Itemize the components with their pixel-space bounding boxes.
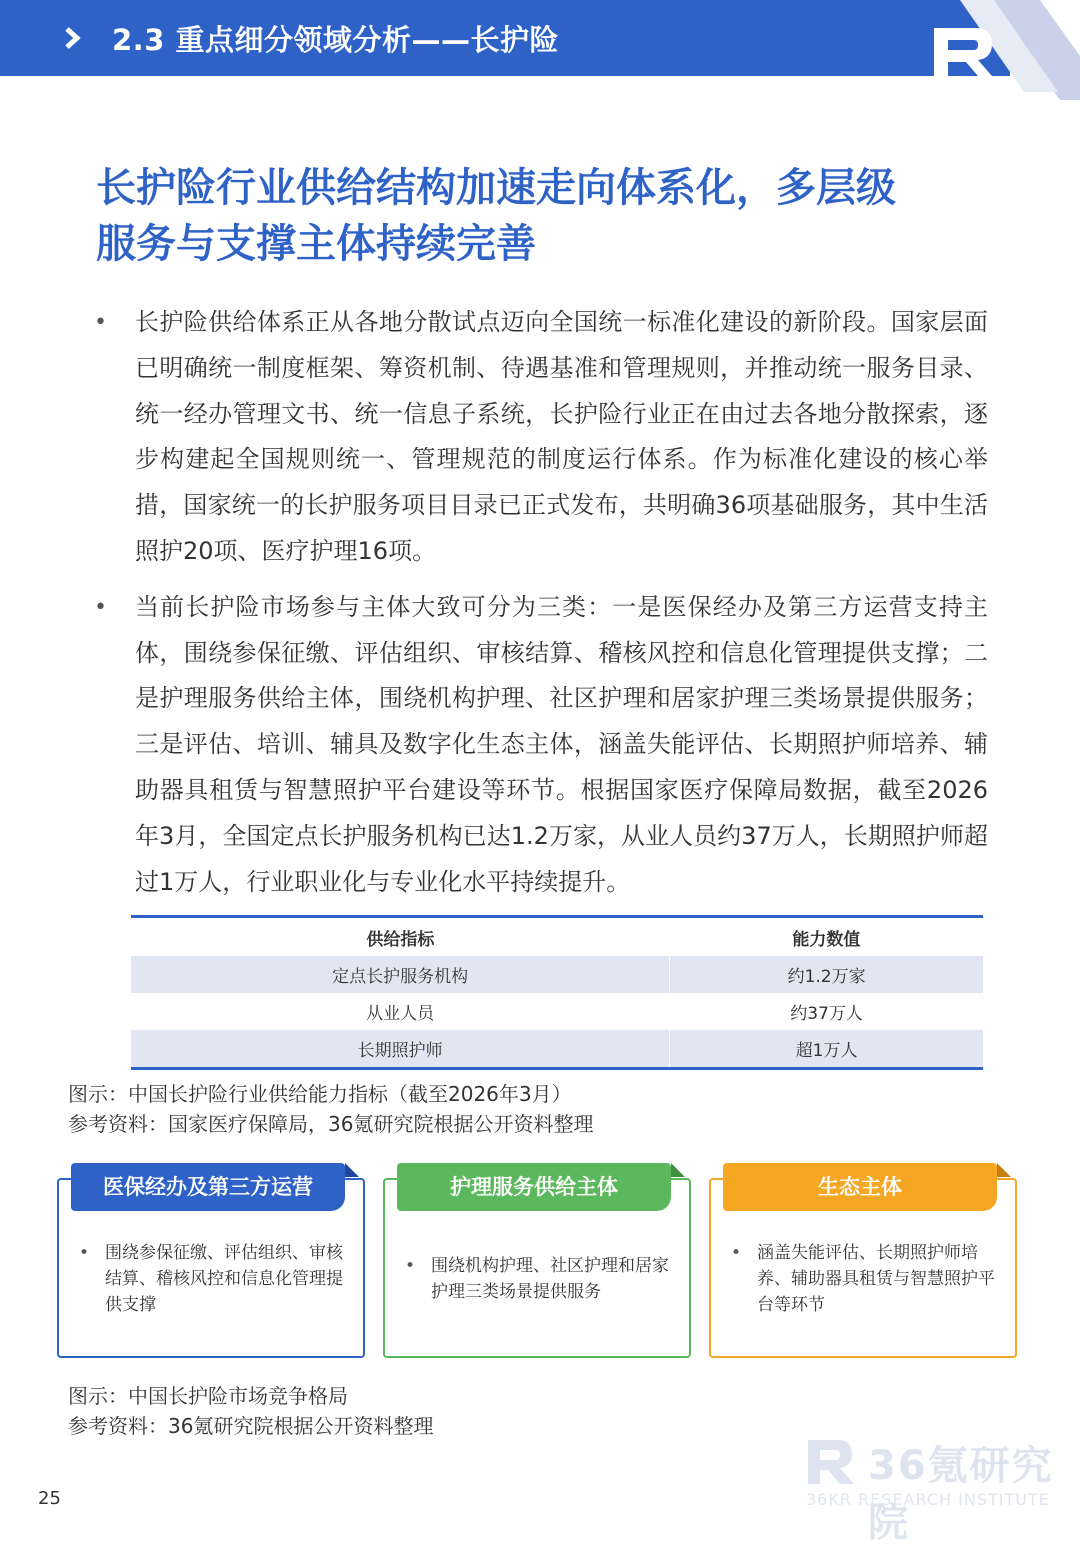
watermark-en: 36KR RESEARCH INSTITUTE bbox=[806, 1490, 1050, 1509]
card-title-text: 生态主体 bbox=[818, 1175, 902, 1199]
table-cell: 超1万人 bbox=[670, 1030, 983, 1069]
table-header-cell: 能力数值 bbox=[670, 917, 983, 957]
page-header bbox=[0, 0, 1080, 76]
table-header-cell: 供给指标 bbox=[131, 917, 670, 957]
card-title bbox=[397, 1163, 671, 1211]
bullet-dot-icon: • bbox=[94, 310, 107, 335]
chevron-right-icon bbox=[64, 26, 84, 50]
bullet-list bbox=[88, 300, 988, 915]
card-title-text: 医保经办及第三方运营 bbox=[103, 1175, 313, 1199]
table-row bbox=[131, 1030, 983, 1069]
page-number: 25 bbox=[38, 1488, 61, 1509]
card-list-item: • 涵盖失能评估、长期照护师培养、辅助器具租赁与智慧照护平台等环节 bbox=[731, 1240, 1001, 1318]
bullet-text: 长护险供给体系正从各地分散试点迈向全国统一标准化建设的新阶段。国家层面已明确统一制度框架、筹资机制、待遇基准和管理规则，并推动统一服务目录、统一经办管理文书、统一信息子系统，长护险行业正在由过去各地分散探索，逐步构建起全国规则统一、管理规范的制度运行体系。作为标准化建设的核心举措，国家统一的长护服务项目目录已正式发布，共明确36项基础服务，其中生活照护20项、医疗护理16项。 bbox=[135, 308, 988, 565]
brand-logo-r-icon bbox=[920, 0, 1080, 100]
main-title bbox=[96, 160, 996, 272]
main-title-line-2: 服务与支撑主体持续完善 bbox=[96, 221, 536, 267]
tab-fold-decoration bbox=[671, 1163, 685, 1177]
table-cell: 长期照护师 bbox=[131, 1030, 670, 1069]
figure-caption-1 bbox=[68, 1079, 593, 1139]
table-cell: 定点长护服务机构 bbox=[131, 956, 670, 993]
watermark bbox=[806, 1434, 1056, 1546]
bullet-item bbox=[88, 300, 988, 575]
watermark-logo-icon bbox=[806, 1436, 858, 1486]
card-insurance-operator bbox=[57, 1175, 365, 1358]
card-list-item: • 围绕机构护理、社区护理和居家护理三类场景提供服务 bbox=[405, 1253, 675, 1305]
card-title bbox=[71, 1163, 345, 1211]
figure-caption: 图示：中国长护险市场竞争格局 bbox=[68, 1384, 348, 1408]
bullet-dot-icon: • bbox=[94, 594, 107, 620]
source-caption: 参考资料：国家医疗保障局，36氪研究院根据公开资料整理 bbox=[68, 1112, 594, 1136]
card-list bbox=[79, 1240, 349, 1318]
source-caption: 参考资料：36氪研究院根据公开资料整理 bbox=[68, 1414, 434, 1438]
table-row bbox=[131, 956, 983, 993]
card-ecosystem bbox=[709, 1175, 1017, 1358]
main-title-line-1: 长护险行业供给结构加速走向体系化，多层级 bbox=[96, 165, 896, 211]
supply-capacity-table bbox=[131, 915, 983, 1070]
table-cell: 约37万人 bbox=[790, 1004, 863, 1024]
card-title-text: 护理服务供给主体 bbox=[450, 1175, 618, 1199]
section-title: 2.3 重点细分领域分析——长护险 bbox=[112, 23, 559, 57]
table-cell: 从业人员 bbox=[131, 993, 670, 1030]
table-cell: 约1.2万家 bbox=[670, 956, 983, 993]
table-row bbox=[131, 993, 983, 1030]
table-header-row bbox=[131, 917, 983, 957]
card-list bbox=[731, 1240, 1001, 1318]
card-care-provider bbox=[383, 1175, 691, 1358]
tab-fold-decoration bbox=[997, 1163, 1011, 1177]
figure-caption-2 bbox=[68, 1381, 433, 1441]
bullet-text: 当前长护险市场参与主体大致可分为三类：一是医保经办及第三方运营支持主体，围绕参保征缴、评估组织、审核结算、稽核风控和信息化管理提供支撑；二是护理服务供给主体，围绕机构护理、社区护理和居家护理三类场景提供服务；三是评估、培训、辅具及数字化生态主体，涵盖失能评估、长期照护师培养、辅助器具租赁与智慧照护平台建设等环节。根据国家医疗保障局数据，截至2026年3月，全国定点长护服务机构已达1.2万家，从业人员约37万人，长期照护师超过1万人，行业职业化与专业化水平持续提升。 bbox=[135, 592, 988, 896]
watermark-cn: 36氪研究院 bbox=[868, 1443, 1054, 1546]
figure-caption: 图示：中国长护险行业供给能力指标（截至2026年3月） bbox=[68, 1082, 572, 1106]
bullet-item bbox=[88, 585, 988, 906]
card-list bbox=[405, 1253, 675, 1305]
tab-fold-decoration bbox=[345, 1163, 359, 1177]
card-list-item: • 围绕参保征缴、评估组织、审核结算、稽核风控和信息化管理提供支撑 bbox=[79, 1240, 349, 1318]
card-title bbox=[723, 1163, 997, 1211]
